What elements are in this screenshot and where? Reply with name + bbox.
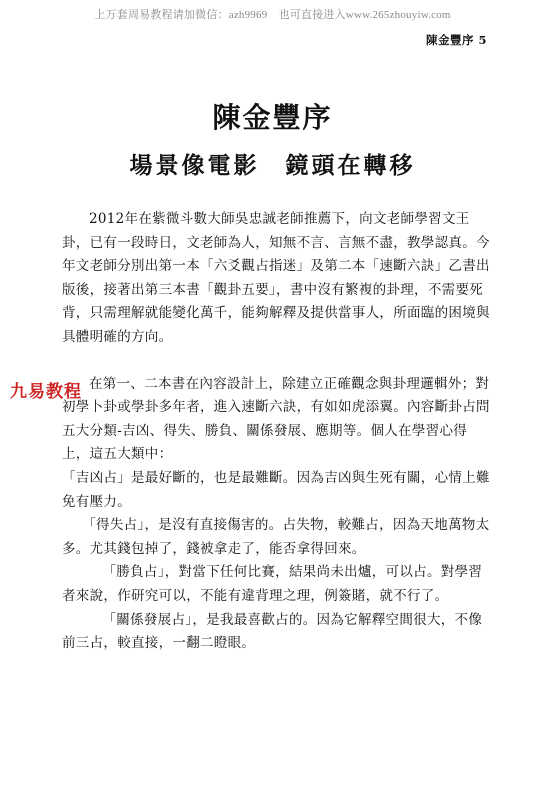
paragraph: 「勝負占」，對當下任何比賽，結果尚未出爐，可以占。對學習者來說，作研究可以，不能有違背理之理，例簽賭，就不行了。 (62, 564, 483, 604)
page-subtitle: 場景像電影 鏡頭在轉移 (129, 152, 416, 179)
paragraph: 「得失占」，是沒有直接傷害的。占失物，較難占，因為天地萬物太多。尤其錢包掉了，錢被拿走了，能否拿得回來。 (62, 517, 490, 557)
paragraph: 在第一、二本書在內容設計上，除建立正確觀念與卦理邏輯外；對初學卜卦或學卦多年者，進入速斷六訣，有如如虎添翼。內容斷卦占問五大分類-吉凶、得失、勝負、關係發展、應期等。個人在學習心得上，這五大類中： (62, 375, 490, 463)
page-title: 陳金豐序 (212, 101, 333, 134)
paragraph: 「關係發展占」，是我最喜歡占的。因為它解釋空間很大，不像前三占，較直接，一翻二瞪眼。 (62, 611, 483, 652)
watermark-logo: 九易教程 (10, 382, 82, 402)
running-head: 陳金豐序 5 (425, 33, 487, 47)
body-text (62, 208, 492, 656)
paragraph: 「吉凶占」是最好斷的，也是最難斷。因為吉凶與生死有關，心情上難免有壓力。 (62, 469, 490, 510)
paragraph: 2012年在紫微斗數大師吳忠誠老師推薦下，向文老師學習文王卦，已有一段時日，文老師為人，知無不言、言無不盡，教學認真。今年文老師分別出第一本「六爻觀占指迷」及第二本「速斷六訣」乙書出版後，接著出第三本書「觀卦五要」，書中沒有繁複的卦理，不需要死背，只需理解就能變化萬千，能夠解釋及提供當事人，所面臨的困境與具體明確的方向。 (62, 211, 490, 345)
header-note: 上万套周易教程请加微信：azh9969 也可直接进入www.265zhouyiw.com (94, 9, 451, 21)
